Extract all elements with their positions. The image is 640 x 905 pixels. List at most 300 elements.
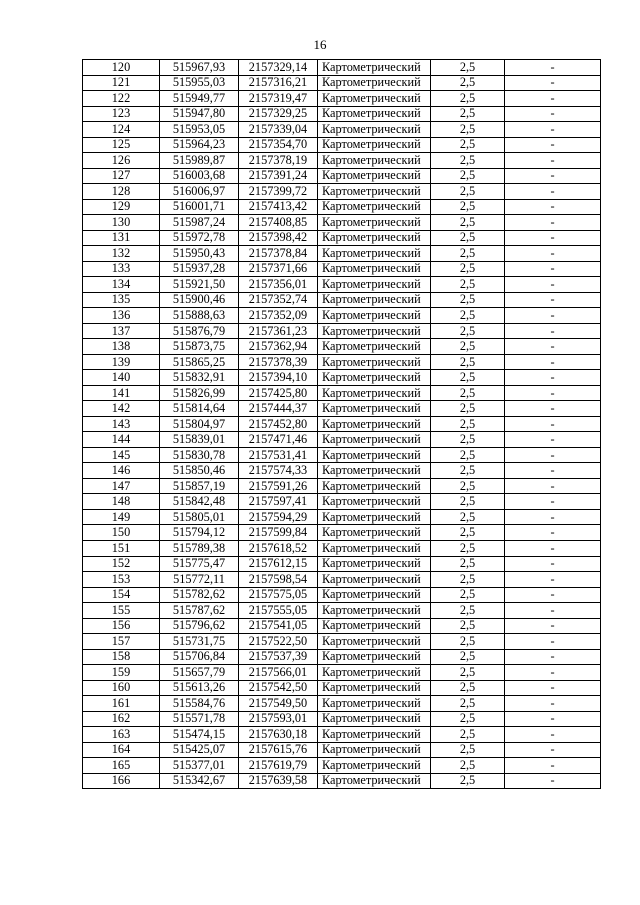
y-coordinate-cell: 2157339,04 <box>239 122 318 138</box>
x-coordinate-cell: 515947,80 <box>160 106 239 122</box>
method-cell: Картометрический <box>318 494 431 510</box>
accuracy-cell: 2,5 <box>431 106 505 122</box>
accuracy-cell: 2,5 <box>431 261 505 277</box>
point-number-cell: 124 <box>83 122 160 138</box>
point-number-cell: 138 <box>83 339 160 355</box>
point-number-cell: 140 <box>83 370 160 386</box>
method-cell: Картометрический <box>318 122 431 138</box>
note-cell: - <box>505 153 601 169</box>
accuracy-cell: 2,5 <box>431 60 505 76</box>
accuracy-cell: 2,5 <box>431 370 505 386</box>
x-coordinate-cell: 515873,75 <box>160 339 239 355</box>
table-row <box>83 292 601 308</box>
table-row <box>83 91 601 107</box>
point-number-cell: 154 <box>83 587 160 603</box>
method-cell: Картометрический <box>318 742 431 758</box>
method-cell: Картометрический <box>318 215 431 231</box>
x-coordinate-cell: 515377,01 <box>160 758 239 774</box>
accuracy-cell: 2,5 <box>431 509 505 525</box>
point-number-cell: 153 <box>83 572 160 588</box>
table-row <box>83 540 601 556</box>
note-cell: - <box>505 339 601 355</box>
accuracy-cell: 2,5 <box>431 153 505 169</box>
point-number-cell: 128 <box>83 184 160 200</box>
accuracy-cell: 2,5 <box>431 385 505 401</box>
y-coordinate-cell: 2157612,15 <box>239 556 318 572</box>
y-coordinate-cell: 2157597,41 <box>239 494 318 510</box>
method-cell: Картометрический <box>318 478 431 494</box>
accuracy-cell: 2,5 <box>431 91 505 107</box>
x-coordinate-cell: 515796,62 <box>160 618 239 634</box>
note-cell: - <box>505 277 601 293</box>
accuracy-cell: 2,5 <box>431 618 505 634</box>
y-coordinate-cell: 2157444,37 <box>239 401 318 417</box>
accuracy-cell: 2,5 <box>431 401 505 417</box>
point-number-cell: 144 <box>83 432 160 448</box>
point-number-cell: 133 <box>83 261 160 277</box>
point-number-cell: 155 <box>83 603 160 619</box>
method-cell: Картометрический <box>318 587 431 603</box>
x-coordinate-cell: 515425,07 <box>160 742 239 758</box>
y-coordinate-cell: 2157549,50 <box>239 696 318 712</box>
note-cell: - <box>505 587 601 603</box>
note-cell: - <box>505 758 601 774</box>
table-row <box>83 711 601 727</box>
y-coordinate-cell: 2157378,39 <box>239 354 318 370</box>
table-row <box>83 153 601 169</box>
method-cell: Картометрический <box>318 572 431 588</box>
note-cell: - <box>505 556 601 572</box>
table-row <box>83 137 601 153</box>
method-cell: Картометрический <box>318 75 431 91</box>
table-row <box>83 603 601 619</box>
table-row <box>83 401 601 417</box>
accuracy-cell: 2,5 <box>431 665 505 681</box>
accuracy-cell: 2,5 <box>431 680 505 696</box>
x-coordinate-cell: 515789,38 <box>160 540 239 556</box>
point-number-cell: 159 <box>83 665 160 681</box>
x-coordinate-cell: 515657,79 <box>160 665 239 681</box>
point-number-cell: 121 <box>83 75 160 91</box>
table-row <box>83 478 601 494</box>
method-cell: Картометрический <box>318 416 431 432</box>
point-number-cell: 164 <box>83 742 160 758</box>
note-cell: - <box>505 401 601 417</box>
table-row <box>83 215 601 231</box>
point-number-cell: 160 <box>83 680 160 696</box>
table-row <box>83 184 601 200</box>
x-coordinate-cell: 515474,15 <box>160 727 239 743</box>
method-cell: Картометрический <box>318 665 431 681</box>
y-coordinate-cell: 2157555,05 <box>239 603 318 619</box>
table-row <box>83 773 601 789</box>
note-cell: - <box>505 122 601 138</box>
point-number-cell: 129 <box>83 199 160 215</box>
method-cell: Картометрический <box>318 261 431 277</box>
note-cell: - <box>505 308 601 324</box>
x-coordinate-cell: 515613,26 <box>160 680 239 696</box>
table-row <box>83 634 601 650</box>
method-cell: Картометрический <box>318 292 431 308</box>
x-coordinate-cell: 515706,84 <box>160 649 239 665</box>
accuracy-cell: 2,5 <box>431 572 505 588</box>
x-coordinate-cell: 515842,48 <box>160 494 239 510</box>
page-number: 16 <box>313 37 327 52</box>
method-cell: Картометрический <box>318 649 431 665</box>
method-cell: Картометрический <box>318 184 431 200</box>
y-coordinate-cell: 2157537,39 <box>239 649 318 665</box>
x-coordinate-cell: 515865,25 <box>160 354 239 370</box>
y-coordinate-cell: 2157471,46 <box>239 432 318 448</box>
method-cell: Картометрический <box>318 91 431 107</box>
y-coordinate-cell: 2157352,74 <box>239 292 318 308</box>
x-coordinate-cell: 515989,87 <box>160 153 239 169</box>
x-coordinate-cell: 515342,67 <box>160 773 239 789</box>
point-number-cell: 120 <box>83 60 160 76</box>
method-cell: Картометрический <box>318 711 431 727</box>
x-coordinate-cell: 515967,93 <box>160 60 239 76</box>
method-cell: Картометрический <box>318 354 431 370</box>
y-coordinate-cell: 2157574,33 <box>239 463 318 479</box>
table-row <box>83 525 601 541</box>
accuracy-cell: 2,5 <box>431 696 505 712</box>
point-number-cell: 127 <box>83 168 160 184</box>
y-coordinate-cell: 2157394,10 <box>239 370 318 386</box>
table-row <box>83 587 601 603</box>
table-row <box>83 60 601 76</box>
point-number-cell: 139 <box>83 354 160 370</box>
table-row <box>83 122 601 138</box>
y-coordinate-cell: 2157316,21 <box>239 75 318 91</box>
table-row <box>83 727 601 743</box>
y-coordinate-cell: 2157329,14 <box>239 60 318 76</box>
x-coordinate-cell: 515782,62 <box>160 587 239 603</box>
table-row <box>83 696 601 712</box>
y-coordinate-cell: 2157619,79 <box>239 758 318 774</box>
accuracy-cell: 2,5 <box>431 416 505 432</box>
y-coordinate-cell: 2157408,85 <box>239 215 318 231</box>
table-row <box>83 354 601 370</box>
table-row <box>83 758 601 774</box>
note-cell: - <box>505 354 601 370</box>
coordinates-table <box>82 59 601 789</box>
note-cell: - <box>505 463 601 479</box>
accuracy-cell: 2,5 <box>431 246 505 262</box>
y-coordinate-cell: 2157615,76 <box>239 742 318 758</box>
point-number-cell: 165 <box>83 758 160 774</box>
y-coordinate-cell: 2157639,58 <box>239 773 318 789</box>
y-coordinate-cell: 2157361,23 <box>239 323 318 339</box>
accuracy-cell: 2,5 <box>431 323 505 339</box>
method-cell: Картометрический <box>318 540 431 556</box>
method-cell: Картометрический <box>318 773 431 789</box>
y-coordinate-cell: 2157391,24 <box>239 168 318 184</box>
accuracy-cell: 2,5 <box>431 742 505 758</box>
accuracy-cell: 2,5 <box>431 556 505 572</box>
note-cell: - <box>505 727 601 743</box>
table-row <box>83 649 601 665</box>
x-coordinate-cell: 515772,11 <box>160 572 239 588</box>
method-cell: Картометрический <box>318 308 431 324</box>
note-cell: - <box>505 603 601 619</box>
table-row <box>83 75 601 91</box>
accuracy-cell: 2,5 <box>431 634 505 650</box>
accuracy-cell: 2,5 <box>431 199 505 215</box>
method-cell: Картометрический <box>318 727 431 743</box>
method-cell: Картометрический <box>318 168 431 184</box>
point-number-cell: 130 <box>83 215 160 231</box>
x-coordinate-cell: 515787,62 <box>160 603 239 619</box>
table-row <box>83 168 601 184</box>
x-coordinate-cell: 515832,91 <box>160 370 239 386</box>
method-cell: Картометрический <box>318 618 431 634</box>
x-coordinate-cell: 516006,97 <box>160 184 239 200</box>
method-cell: Картометрический <box>318 230 431 246</box>
x-coordinate-cell: 515937,28 <box>160 261 239 277</box>
note-cell: - <box>505 385 601 401</box>
accuracy-cell: 2,5 <box>431 168 505 184</box>
point-number-cell: 126 <box>83 153 160 169</box>
y-coordinate-cell: 2157599,84 <box>239 525 318 541</box>
method-cell: Картометрический <box>318 137 431 153</box>
note-cell: - <box>505 215 601 231</box>
method-cell: Картометрический <box>318 463 431 479</box>
point-number-cell: 158 <box>83 649 160 665</box>
note-cell: - <box>505 525 601 541</box>
accuracy-cell: 2,5 <box>431 137 505 153</box>
note-cell: - <box>505 494 601 510</box>
table-row <box>83 665 601 681</box>
point-number-cell: 156 <box>83 618 160 634</box>
method-cell: Картометрический <box>318 556 431 572</box>
x-coordinate-cell: 515839,01 <box>160 432 239 448</box>
table-row <box>83 572 601 588</box>
table-row <box>83 447 601 463</box>
point-number-cell: 166 <box>83 773 160 789</box>
y-coordinate-cell: 2157630,18 <box>239 727 318 743</box>
table-row <box>83 494 601 510</box>
x-coordinate-cell: 515814,64 <box>160 401 239 417</box>
accuracy-cell: 2,5 <box>431 540 505 556</box>
point-number-cell: 135 <box>83 292 160 308</box>
y-coordinate-cell: 2157566,01 <box>239 665 318 681</box>
method-cell: Картометрический <box>318 277 431 293</box>
table-row <box>83 199 601 215</box>
x-coordinate-cell: 515972,78 <box>160 230 239 246</box>
note-cell: - <box>505 478 601 494</box>
y-coordinate-cell: 2157541,05 <box>239 618 318 634</box>
x-coordinate-cell: 515876,79 <box>160 323 239 339</box>
method-cell: Картометрический <box>318 401 431 417</box>
table-row <box>83 680 601 696</box>
x-coordinate-cell: 516003,68 <box>160 168 239 184</box>
method-cell: Картометрический <box>318 60 431 76</box>
y-coordinate-cell: 2157591,26 <box>239 478 318 494</box>
note-cell: - <box>505 432 601 448</box>
note-cell: - <box>505 184 601 200</box>
method-cell: Картометрический <box>318 696 431 712</box>
accuracy-cell: 2,5 <box>431 122 505 138</box>
y-coordinate-cell: 2157362,94 <box>239 339 318 355</box>
table-row <box>83 556 601 572</box>
note-cell: - <box>505 742 601 758</box>
point-number-cell: 132 <box>83 246 160 262</box>
note-cell: - <box>505 323 601 339</box>
y-coordinate-cell: 2157371,66 <box>239 261 318 277</box>
table-row <box>83 742 601 758</box>
x-coordinate-cell: 515731,75 <box>160 634 239 650</box>
accuracy-cell: 2,5 <box>431 494 505 510</box>
method-cell: Картометрический <box>318 634 431 650</box>
note-cell: - <box>505 618 601 634</box>
point-number-cell: 146 <box>83 463 160 479</box>
table-row <box>83 230 601 246</box>
note-cell: - <box>505 572 601 588</box>
accuracy-cell: 2,5 <box>431 184 505 200</box>
table-row <box>83 339 601 355</box>
table-row <box>83 416 601 432</box>
point-number-cell: 136 <box>83 308 160 324</box>
x-coordinate-cell: 516001,71 <box>160 199 239 215</box>
y-coordinate-cell: 2157356,01 <box>239 277 318 293</box>
x-coordinate-cell: 515584,76 <box>160 696 239 712</box>
x-coordinate-cell: 515964,23 <box>160 137 239 153</box>
note-cell: - <box>505 168 601 184</box>
x-coordinate-cell: 515826,99 <box>160 385 239 401</box>
y-coordinate-cell: 2157522,50 <box>239 634 318 650</box>
table-row <box>83 246 601 262</box>
point-number-cell: 150 <box>83 525 160 541</box>
x-coordinate-cell: 515888,63 <box>160 308 239 324</box>
table-row <box>83 385 601 401</box>
y-coordinate-cell: 2157399,72 <box>239 184 318 200</box>
x-coordinate-cell: 515805,01 <box>160 509 239 525</box>
accuracy-cell: 2,5 <box>431 215 505 231</box>
method-cell: Картометрический <box>318 758 431 774</box>
method-cell: Картометрический <box>318 339 431 355</box>
note-cell: - <box>505 634 601 650</box>
x-coordinate-cell: 515987,24 <box>160 215 239 231</box>
x-coordinate-cell: 515953,05 <box>160 122 239 138</box>
note-cell: - <box>505 230 601 246</box>
point-number-cell: 162 <box>83 711 160 727</box>
method-cell: Картометрический <box>318 525 431 541</box>
accuracy-cell: 2,5 <box>431 603 505 619</box>
point-number-cell: 148 <box>83 494 160 510</box>
x-coordinate-cell: 515775,47 <box>160 556 239 572</box>
y-coordinate-cell: 2157413,42 <box>239 199 318 215</box>
accuracy-cell: 2,5 <box>431 727 505 743</box>
y-coordinate-cell: 2157542,50 <box>239 680 318 696</box>
method-cell: Картометрический <box>318 199 431 215</box>
method-cell: Картометрический <box>318 509 431 525</box>
method-cell: Картометрический <box>318 680 431 696</box>
y-coordinate-cell: 2157398,42 <box>239 230 318 246</box>
x-coordinate-cell: 515950,43 <box>160 246 239 262</box>
y-coordinate-cell: 2157329,25 <box>239 106 318 122</box>
x-coordinate-cell: 515830,78 <box>160 447 239 463</box>
table-row <box>83 308 601 324</box>
y-coordinate-cell: 2157594,29 <box>239 509 318 525</box>
accuracy-cell: 2,5 <box>431 277 505 293</box>
y-coordinate-cell: 2157354,70 <box>239 137 318 153</box>
y-coordinate-cell: 2157352,09 <box>239 308 318 324</box>
accuracy-cell: 2,5 <box>431 649 505 665</box>
y-coordinate-cell: 2157593,01 <box>239 711 318 727</box>
point-number-cell: 157 <box>83 634 160 650</box>
note-cell: - <box>505 416 601 432</box>
note-cell: - <box>505 509 601 525</box>
point-number-cell: 134 <box>83 277 160 293</box>
point-number-cell: 151 <box>83 540 160 556</box>
method-cell: Картометрический <box>318 106 431 122</box>
table-row <box>83 370 601 386</box>
accuracy-cell: 2,5 <box>431 525 505 541</box>
note-cell: - <box>505 137 601 153</box>
method-cell: Картометрический <box>318 323 431 339</box>
point-number-cell: 142 <box>83 401 160 417</box>
accuracy-cell: 2,5 <box>431 773 505 789</box>
point-number-cell: 152 <box>83 556 160 572</box>
method-cell: Картометрический <box>318 153 431 169</box>
x-coordinate-cell: 515955,03 <box>160 75 239 91</box>
accuracy-cell: 2,5 <box>431 758 505 774</box>
y-coordinate-cell: 2157378,84 <box>239 246 318 262</box>
point-number-cell: 137 <box>83 323 160 339</box>
note-cell: - <box>505 91 601 107</box>
table-row <box>83 323 601 339</box>
y-coordinate-cell: 2157378,19 <box>239 153 318 169</box>
note-cell: - <box>505 60 601 76</box>
accuracy-cell: 2,5 <box>431 447 505 463</box>
note-cell: - <box>505 106 601 122</box>
y-coordinate-cell: 2157575,05 <box>239 587 318 603</box>
point-number-cell: 163 <box>83 727 160 743</box>
point-number-cell: 147 <box>83 478 160 494</box>
table-row <box>83 277 601 293</box>
table-row <box>83 106 601 122</box>
table-row <box>83 432 601 448</box>
note-cell: - <box>505 447 601 463</box>
note-cell: - <box>505 773 601 789</box>
x-coordinate-cell: 515794,12 <box>160 525 239 541</box>
note-cell: - <box>505 246 601 262</box>
accuracy-cell: 2,5 <box>431 292 505 308</box>
note-cell: - <box>505 665 601 681</box>
x-coordinate-cell: 515571,78 <box>160 711 239 727</box>
y-coordinate-cell: 2157319,47 <box>239 91 318 107</box>
point-number-cell: 145 <box>83 447 160 463</box>
point-number-cell: 125 <box>83 137 160 153</box>
method-cell: Картометрический <box>318 246 431 262</box>
point-number-cell: 143 <box>83 416 160 432</box>
accuracy-cell: 2,5 <box>431 711 505 727</box>
x-coordinate-cell: 515900,46 <box>160 292 239 308</box>
note-cell: - <box>505 540 601 556</box>
point-number-cell: 131 <box>83 230 160 246</box>
x-coordinate-cell: 515857,19 <box>160 478 239 494</box>
y-coordinate-cell: 2157598,54 <box>239 572 318 588</box>
point-number-cell: 149 <box>83 509 160 525</box>
note-cell: - <box>505 370 601 386</box>
x-coordinate-cell: 515804,97 <box>160 416 239 432</box>
table-row <box>83 509 601 525</box>
point-number-cell: 122 <box>83 91 160 107</box>
accuracy-cell: 2,5 <box>431 432 505 448</box>
note-cell: - <box>505 199 601 215</box>
point-number-cell: 161 <box>83 696 160 712</box>
accuracy-cell: 2,5 <box>431 354 505 370</box>
